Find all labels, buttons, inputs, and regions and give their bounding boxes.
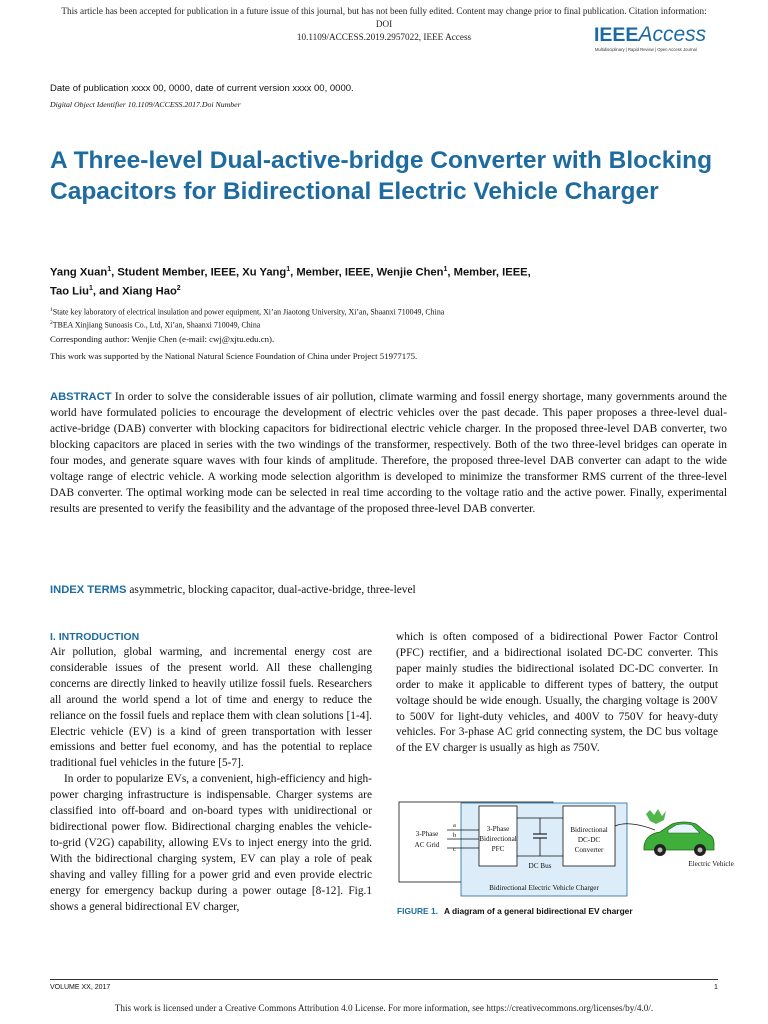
phase-b-label: b — [453, 832, 457, 839]
footer-volume: VOLUME XX, 2017 — [50, 984, 111, 991]
author-name: Xiang Hao — [122, 285, 177, 298]
logo-word-access: Access — [638, 23, 707, 46]
paragraph: Air pollution, global warming, and incremental energy cost are considerable issues of the present world. All these challenging concerns are directly linked to heavily utilize fossil fuels. Researchers all around the world spend a lot of time and energy to reduce the reliance on the fossil fuels and replace them with clean solutions [1-4]. Electric vehicle (EV) is a kind of green transportation with lesser emissions and better fuel economy, and has the potential to replace traditional fuel vehicles in the future [5-7]. — [50, 646, 372, 770]
author-name: Wenjie Chen — [376, 266, 444, 279]
electric-vehicle-icon — [638, 806, 718, 864]
logo-tagline: Multidisciplinary | Rapid Review | Open Access Journal — [595, 47, 697, 52]
accepted-notice-line-2: 10.1109/ACCESS.2019.2957022, IEEE Access — [296, 32, 472, 42]
dcdc-label-line-1: Bidirectional — [570, 826, 608, 834]
author-affil-mark: 1 — [286, 266, 291, 273]
affiliation-text: State key laboratory of electrical insulation and power equipment, Xi’an Jiaotong University, Xi’an, Shaanxi 710049, China — [52, 307, 445, 317]
dc-bus-label: DC Bus — [528, 862, 552, 870]
ieee-access-logo — [594, 24, 736, 58]
accepted-notice-line-1: This article has been accepted for publication in a future issue of this journal, but has not been fully edited. Content may change prior to final publication. Citation information: DOI — [61, 6, 707, 29]
paragraph: In order to popularize EVs, a convenient, high-efficiency and high-power charging infrastructure is indispensable. Charger systems are classified into off-board and on-board types with unidirectional or bidirectional power flow. Bidirectional charging enables the vehicle-to-grid (V2G) capability, allowing EVs to inject energy into the grid. With the bidirectional charging system, EV can play a role of peak shaving and valley filling for a power grid and even provide electric energy for emergency backup during a power outage [8-12]. Fig.1 shows a general bidirectional EV charger, — [50, 773, 372, 913]
paragraph: which is often composed of a bidirectional Power Factor Control (PFC) rectifier, and a bidirectional isolated DC-DC converter. This paper mainly studies the bidirectional isolated DC-DC converter. In order to make it applicable to different types of battery, the output voltage should be wide enough. Usually, the charging voltage is 200V to 500V for light-duty vehicles, and 400V to 750V for heavy-duty vehicles. For 3-phase AC grid connecting system, the DC bus voltage of the EV charger is usually as high as 750V. — [396, 631, 718, 755]
abstract — [50, 389, 727, 517]
author-suffix: , Member, IEEE, — [290, 266, 377, 279]
author-affil-mark: 2 — [176, 284, 181, 292]
doi-line: Digital Object Identifier 10.1109/ACCESS.2017.Doi Number — [50, 100, 241, 109]
right-column — [396, 630, 718, 757]
paper-title: A Three-level Dual-active-bridge Converter with Blocking Capacitors for Bidirectional Electric Vehicle Charger — [50, 147, 713, 205]
author-name: Yang Xuan — [50, 266, 108, 279]
charger-label: Bidirectional Electric Vehicle Charger — [489, 884, 599, 892]
publication-date: Date of publication xxxx 00, 0000, date of current version xxxx 00, 0000. — [50, 83, 354, 94]
pfc-label-line-3: PFC — [491, 845, 505, 853]
dcdc-label-line-3: Converter — [574, 846, 604, 854]
author-list — [50, 262, 730, 299]
funding-note: This work was supported by the National Natural Science Foundation of China under Project 51977175. — [50, 351, 418, 361]
license-notice: This work is licensed under a Creative Commons Attribution 4.0 License. For more information, see https://creativecommons.org/licenses/by/4.0/. — [114, 1003, 654, 1013]
author-name: Xu Yang — [242, 266, 287, 279]
affiliation-mark: 2 — [50, 320, 53, 326]
logo-wordmark — [594, 24, 706, 46]
grid-label-line-1: 3-Phase — [415, 830, 439, 838]
index-terms-label: INDEX TERMS — [50, 584, 127, 596]
corresponding-author: Corresponding author: Wenjie Chen (e-mail: cwj@xjtu.edu.cn). — [50, 334, 275, 344]
pfc-label-line-2: Bidirectional — [479, 835, 517, 843]
dcdc-label-line-2: DC-DC — [577, 836, 601, 844]
author-affil-mark: 1 — [443, 266, 448, 273]
affiliation-mark: 1 — [50, 307, 53, 313]
author-name: Tao Liu — [50, 285, 89, 298]
author-affil-mark: 1 — [88, 284, 93, 292]
figure-1-caption-text: A diagram of a general bidirectional EV charger — [443, 906, 633, 916]
affiliation-1 — [50, 305, 730, 318]
affiliation-2 — [50, 318, 730, 331]
figure-1-caption — [397, 906, 633, 916]
phase-c-label: c — [453, 846, 456, 853]
figure-1-caption-label: FIGURE 1. — [397, 906, 438, 916]
electric-vehicle-label: Electric Vehicle — [688, 860, 734, 868]
phase-a-label: a — [453, 822, 456, 829]
abstract-label: ABSTRACT — [50, 391, 112, 403]
section-heading-introduction: I. INTRODUCTION — [50, 631, 140, 643]
grid-label-line-2: AC Grid — [414, 841, 440, 849]
affiliation-text: TBEA Xinjiang Sunoasis Co., Ltd, Xi’an, Shaanxi 710049, China — [52, 320, 261, 330]
pfc-label-line-1: 3-Phase — [486, 825, 510, 833]
left-column — [50, 645, 372, 915]
abstract-text: In order to solve the considerable issues of air pollution, climate warming and fossil energy shortage, many governments around the world have formulated policies to encourage the development of electric vehicles over the past decade. This paper proposes a three-level dual-active-bridge (DAB) converter with blocking capacitors for bidirectional electric vehicle charger. In the proposed three-level DAB converter, two blocking capacitors are placed in series with the two windings of the transformer, respectively. Both of the two three-level bridges can operate in four modes, and generate square waves with four kinds of amplitude. Therefore, the proposed three-level DAB converter can adapt to the wide voltage range of electric vehicle. A working mode selection algorithm is developed to minimize the transformer RMS current of the three-level DAB converter. The optimal working mode can be selected in real time according to the voltage ratio and the active power. Finally, experimental results are presented to verify the feasibility and the advantage of the proposed three-level DAB converter. — [50, 391, 727, 515]
logo-word-ieee: IEEE — [594, 24, 639, 46]
author-suffix: , Student Member, IEEE, — [111, 266, 243, 279]
author-suffix: , and — [92, 285, 123, 298]
author-suffix: , Member, IEEE, — [447, 266, 531, 279]
index-terms — [50, 582, 727, 598]
figure-1-diagram — [397, 800, 734, 900]
index-terms-text: asymmetric, blocking capacitor, dual-active-bridge, three-level — [129, 584, 416, 596]
footer-page-number: 1 — [714, 984, 718, 991]
footer-rule — [50, 979, 718, 980]
author-affil-mark: 1 — [107, 266, 112, 273]
